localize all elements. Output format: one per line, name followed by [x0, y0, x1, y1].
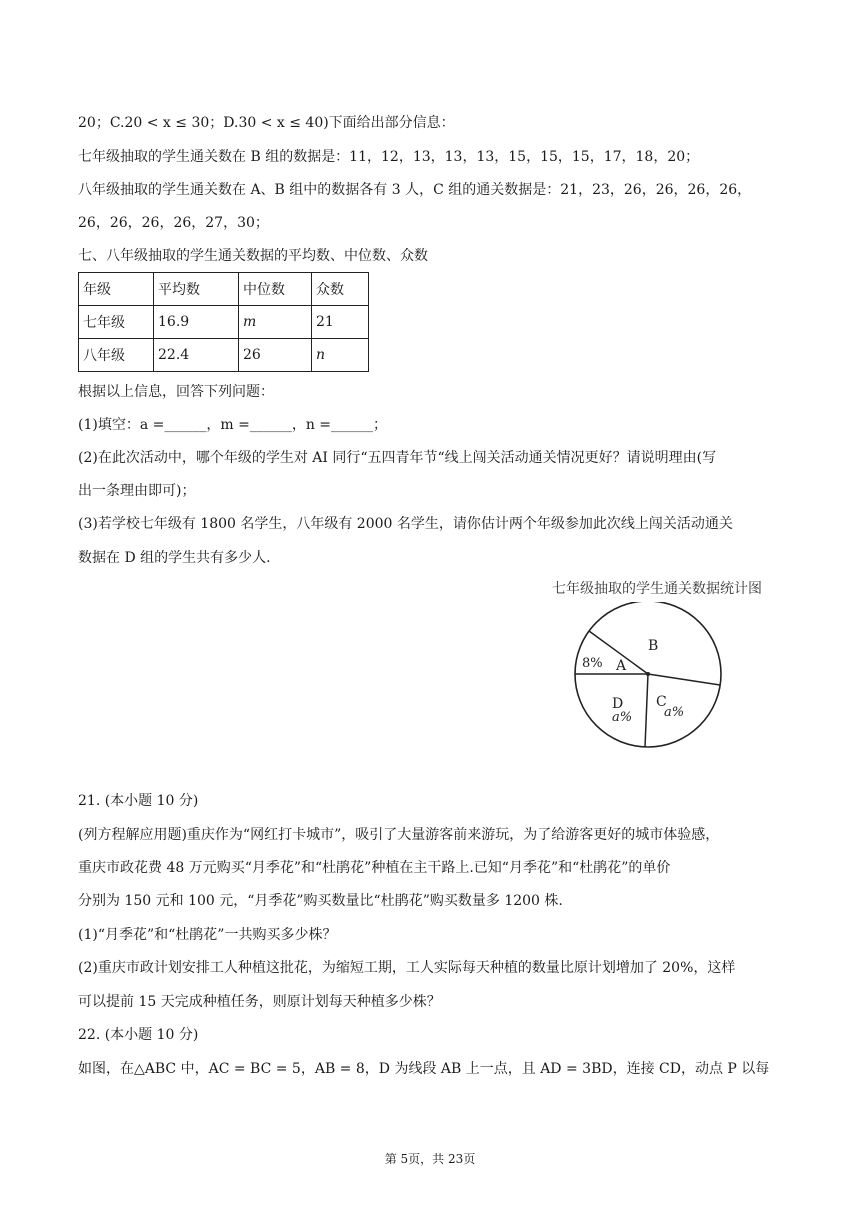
table-row: [79, 339, 369, 372]
table-cell: 21: [312, 306, 369, 339]
slice-a-value: 8%: [582, 656, 603, 671]
slice-d-label: D: [612, 696, 624, 712]
slice-c-value: a%: [664, 705, 685, 720]
slice-d-value: a%: [612, 710, 633, 725]
text-line-11: 数据在 D 组的学生共有多少人.: [78, 550, 271, 566]
table-cell: 年级: [79, 273, 154, 306]
pie-center: [646, 672, 650, 676]
stats-table: [78, 272, 369, 372]
pie-chart: [568, 602, 728, 752]
table-cell: n: [312, 339, 369, 372]
table-cell: 中位数: [239, 273, 312, 306]
text-line-5: 七、八年级抽取的学生通关数据的平均数、中位数、众数: [78, 248, 428, 264]
slice-boundary-b-c: [648, 674, 720, 685]
text-line-20: 如图，在△ABC 中，AC = BC = 5，AB = 8，D 为线段 AB 上一点，且 AD = 3BD，连接 CD，动点 P 以每: [78, 1061, 770, 1077]
text-line-12: 21. (本小题 10 分): [78, 793, 199, 809]
text-line-17: (2)重庆市政计划安排工人种植这批花，为缩短工期，工人实际每天种植的数量比原计划增加了 20%，这样: [78, 960, 736, 976]
text-line-18: 可以提前 15 天完成种植任务，则原计划每天种植多少株？: [78, 994, 441, 1010]
text-line-19: 22. (本小题 10 分): [78, 1027, 199, 1043]
table-row: [79, 306, 369, 339]
text-line-4: 26，26，26，26，27，30；: [78, 215, 269, 231]
table-cell: 八年级: [79, 339, 154, 372]
table-cell: m: [239, 306, 312, 339]
text-line-6: 根据以上信息，回答下列问题：: [78, 384, 274, 400]
text-line-3: 八年级抽取的学生通关数在 A、B 组中的数据各有 3 人，C 组的通关数据是：21，23，26，26，26，26，: [78, 182, 752, 198]
table-cell: 七年级: [79, 306, 154, 339]
slice-a-label: A: [616, 658, 627, 674]
slice-b-label: B: [648, 638, 659, 654]
text-line-7: (1)填空：a =______，m =______，n =______；: [78, 417, 388, 433]
page-number: 第 5页，共 23页: [384, 1152, 476, 1166]
text-line-13: (列方程解应用题)重庆作为“网红打卡城市”，吸引了大量游客前来游玩，为了给游客更好的城市体验感，: [78, 827, 720, 843]
text-line-2: 七年级抽取的学生通关数在 B 组的数据是：11，12，13，13，13，15，15，15，17，18，20；: [78, 149, 700, 165]
text-line-8: (2)在此次活动中，哪个年级的学生对 AI 同行“五四青年节“线上闯关活动通关情况更好？请说明理由(写: [78, 450, 717, 466]
text-line-1: 20；C.20 < x ≤ 30；D.30 < x ≤ 40)下面给出部分信息：: [78, 115, 455, 131]
text-line-16: (1)“月季花”和“杜鹃花”一共购买多少株？: [78, 927, 337, 943]
table-cell: 16.9: [154, 306, 239, 339]
slice-c-label: C: [656, 694, 667, 710]
text-line-15: 分别为 150 元和 100 元，“月季花”购买数量比“杜鹃花”购买数量多 1200 株.: [78, 893, 563, 909]
text-line-14: 重庆市政花费 48 万元购买“月季花”和“杜鹃花”种植在主干路上.已知“月季花”和“杜鹃花”的单价: [78, 860, 671, 876]
table-cell: 26: [239, 339, 312, 372]
text-line-9: 出一条理由即可)；: [78, 483, 196, 499]
slice-boundary-c-d: [645, 674, 648, 747]
chart-title: 七年级抽取的学生通关数据统计图: [552, 581, 762, 597]
table-cell: 平均数: [154, 273, 239, 306]
text-line-10: (3)若学校七年级有 1800 名学生，八年级有 2000 名学生，请你估计两个年级参加此次线上闯关活动通关: [78, 516, 733, 532]
table-cell: 众数: [312, 273, 369, 306]
table-header-row: [79, 273, 369, 306]
table-cell: 22.4: [154, 339, 239, 372]
